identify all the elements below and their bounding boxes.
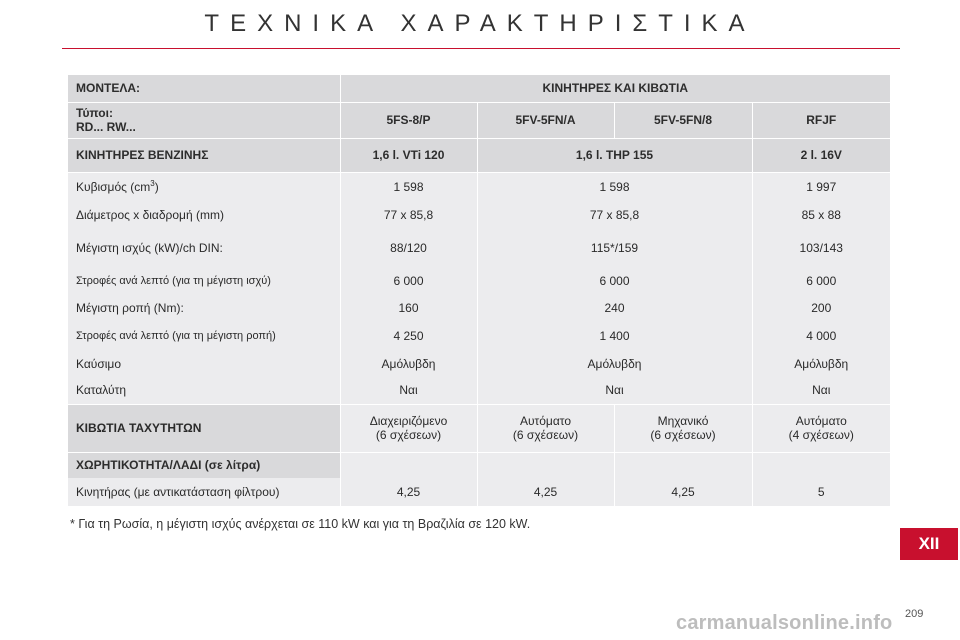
- displacement-label: [68, 172, 340, 201]
- gearbox-type: Αυτόματο: [519, 414, 572, 428]
- models-header-row: [68, 75, 890, 102]
- page-number: 209: [905, 608, 924, 620]
- value-cell: Αμόλυβδη: [752, 350, 890, 377]
- gearbox-cell: [614, 404, 752, 452]
- max-power-label: Μέγιστη ισχύς (kW)/ch DIN:: [68, 228, 340, 267]
- displacement-label-end: ): [154, 180, 159, 195]
- value-cell: 6 000: [752, 267, 890, 294]
- gearbox-ratios: (6 σχέσεων): [650, 428, 716, 442]
- displacement-label-text: Κυβισμός (cm: [76, 180, 151, 195]
- value-cell: 77 x 85,8: [477, 201, 752, 228]
- rpm-torque-row: [68, 322, 890, 350]
- engine-cell: 1,6 l. THP 155: [477, 138, 752, 172]
- value-cell: 4,25: [477, 478, 614, 506]
- value-cell: 88/120: [340, 228, 477, 267]
- catalyst-label: Καταλύτη: [68, 377, 340, 404]
- page-title: ΤΕΧΝΙΚΑ ΧΑΡΑΚΤΗΡΙΣΤΙΚΑ: [204, 10, 756, 37]
- max-torque-label: Μέγιστη ροπή (Nm):: [68, 294, 340, 322]
- gearbox-ratios: (6 σχέσεων): [512, 428, 579, 442]
- value-cell: 200: [752, 294, 890, 322]
- gearbox-type: Αυτόματο: [795, 414, 847, 428]
- value-cell: 77 x 85,8: [340, 201, 477, 228]
- gearbox-type: Μηχανικό: [657, 414, 709, 428]
- value-cell: 85 x 88: [752, 201, 890, 228]
- value-cell: 160: [340, 294, 477, 322]
- gearbox-ratios: (4 σχέσεων): [788, 428, 854, 442]
- value-cell: 1 997: [752, 172, 890, 201]
- value-cell: 115*/159: [477, 228, 752, 267]
- rpm-power-row: [68, 267, 890, 294]
- engines-gearboxes-label: ΚΙΝΗΤΗΡΕΣ ΚΑΙ ΚΙΒΩΤΙΑ: [340, 75, 890, 102]
- value-cell: 6 000: [477, 267, 752, 294]
- empty-cell: [340, 452, 477, 478]
- fuel-row: [68, 350, 890, 377]
- gearbox-cell: [752, 404, 890, 452]
- rpm-torque-label: Στροφές ανά λεπτό (για τη μέγιστη ροπή): [68, 322, 340, 350]
- max-torque-row: [68, 294, 890, 322]
- type-cell: 5FV-5FN/A: [477, 102, 614, 138]
- footnote: * Για τη Ρωσία, η μέγιστη ισχύς ανέρχεται σε 110 kW και για τη Βραζιλία σε 120 kW.: [70, 517, 531, 531]
- gearbox-row: [68, 404, 890, 452]
- bore-stroke-label: Διάμετρος x διαδρομή (mm): [68, 201, 340, 228]
- watermark: carmanualsonline.info: [676, 612, 893, 634]
- gearbox-type: Διαχειριζόμενο: [369, 414, 448, 428]
- catalyst-row: [68, 377, 890, 404]
- value-cell: 4,25: [340, 478, 477, 506]
- displacement-row: [68, 172, 890, 201]
- empty-cell: [477, 452, 614, 478]
- value-cell: Ναι: [752, 377, 890, 404]
- gearbox-cell: [340, 404, 477, 452]
- capacity-label: ΧΩΡΗΤΙΚΟΤΗΤΑ/ΛΑΔΙ (σε λίτρα): [68, 452, 340, 478]
- value-cell: 4 250: [340, 322, 477, 350]
- title-divider: [62, 48, 900, 49]
- max-power-row: [68, 228, 890, 267]
- rpm-power-label: Στροφές ανά λεπτό (για τη μέγιστη ισχύ): [68, 267, 340, 294]
- type-cell: 5FS-8/P: [340, 102, 477, 138]
- bore-stroke-row: [68, 201, 890, 228]
- engine-cell: 2 l. 16V: [752, 138, 890, 172]
- value-cell: 103/143: [752, 228, 890, 267]
- empty-cell: [614, 452, 752, 478]
- type-cell: RFJF: [752, 102, 890, 138]
- capacity-header-row: [68, 452, 890, 478]
- type-cell: 5FV-5FN/8: [614, 102, 752, 138]
- types-label: [68, 102, 340, 138]
- value-cell: Αμόλυβδη: [340, 350, 477, 377]
- chapter-badge: XII: [900, 528, 958, 560]
- models-label: ΜΟΝΤΕΛΑ:: [68, 75, 340, 102]
- value-cell: 4 000: [752, 322, 890, 350]
- value-cell: Ναι: [340, 377, 477, 404]
- types-row: [68, 102, 890, 138]
- engine-cell: 1,6 l. VTi 120: [340, 138, 477, 172]
- gearbox-label: ΚΙΒΩΤΙΑ ΤΑΧΥΤΗΤΩΝ: [68, 404, 340, 452]
- value-cell: 1 400: [477, 322, 752, 350]
- petrol-engines-row: [68, 138, 890, 172]
- gearbox-ratios: (6 σχέσεων): [375, 428, 442, 442]
- value-cell: 1 598: [340, 172, 477, 201]
- fuel-label: Καύσιμο: [68, 350, 340, 377]
- value-cell: 240: [477, 294, 752, 322]
- gearbox-cell: [477, 404, 614, 452]
- value-cell: 5: [752, 478, 890, 506]
- value-cell: 6 000: [340, 267, 477, 294]
- empty-cell: [752, 452, 890, 478]
- displacement-label-sup: 3: [150, 179, 155, 189]
- value-cell: Ναι: [477, 377, 752, 404]
- types-label-line2: RD... RW...: [76, 120, 136, 134]
- value-cell: Αμόλυβδη: [477, 350, 752, 377]
- types-label-line1: Τύποι:: [76, 106, 113, 120]
- specs-table: [68, 75, 890, 506]
- value-cell: 1 598: [477, 172, 752, 201]
- oil-label: Κινητήρας (με αντικατάσταση φίλτρου): [68, 478, 340, 506]
- petrol-engines-label: ΚΙΝΗΤΗΡΕΣ ΒΕΝΖΙΝΗΣ: [68, 138, 340, 172]
- value-cell: 4,25: [614, 478, 752, 506]
- oil-row: [68, 478, 890, 506]
